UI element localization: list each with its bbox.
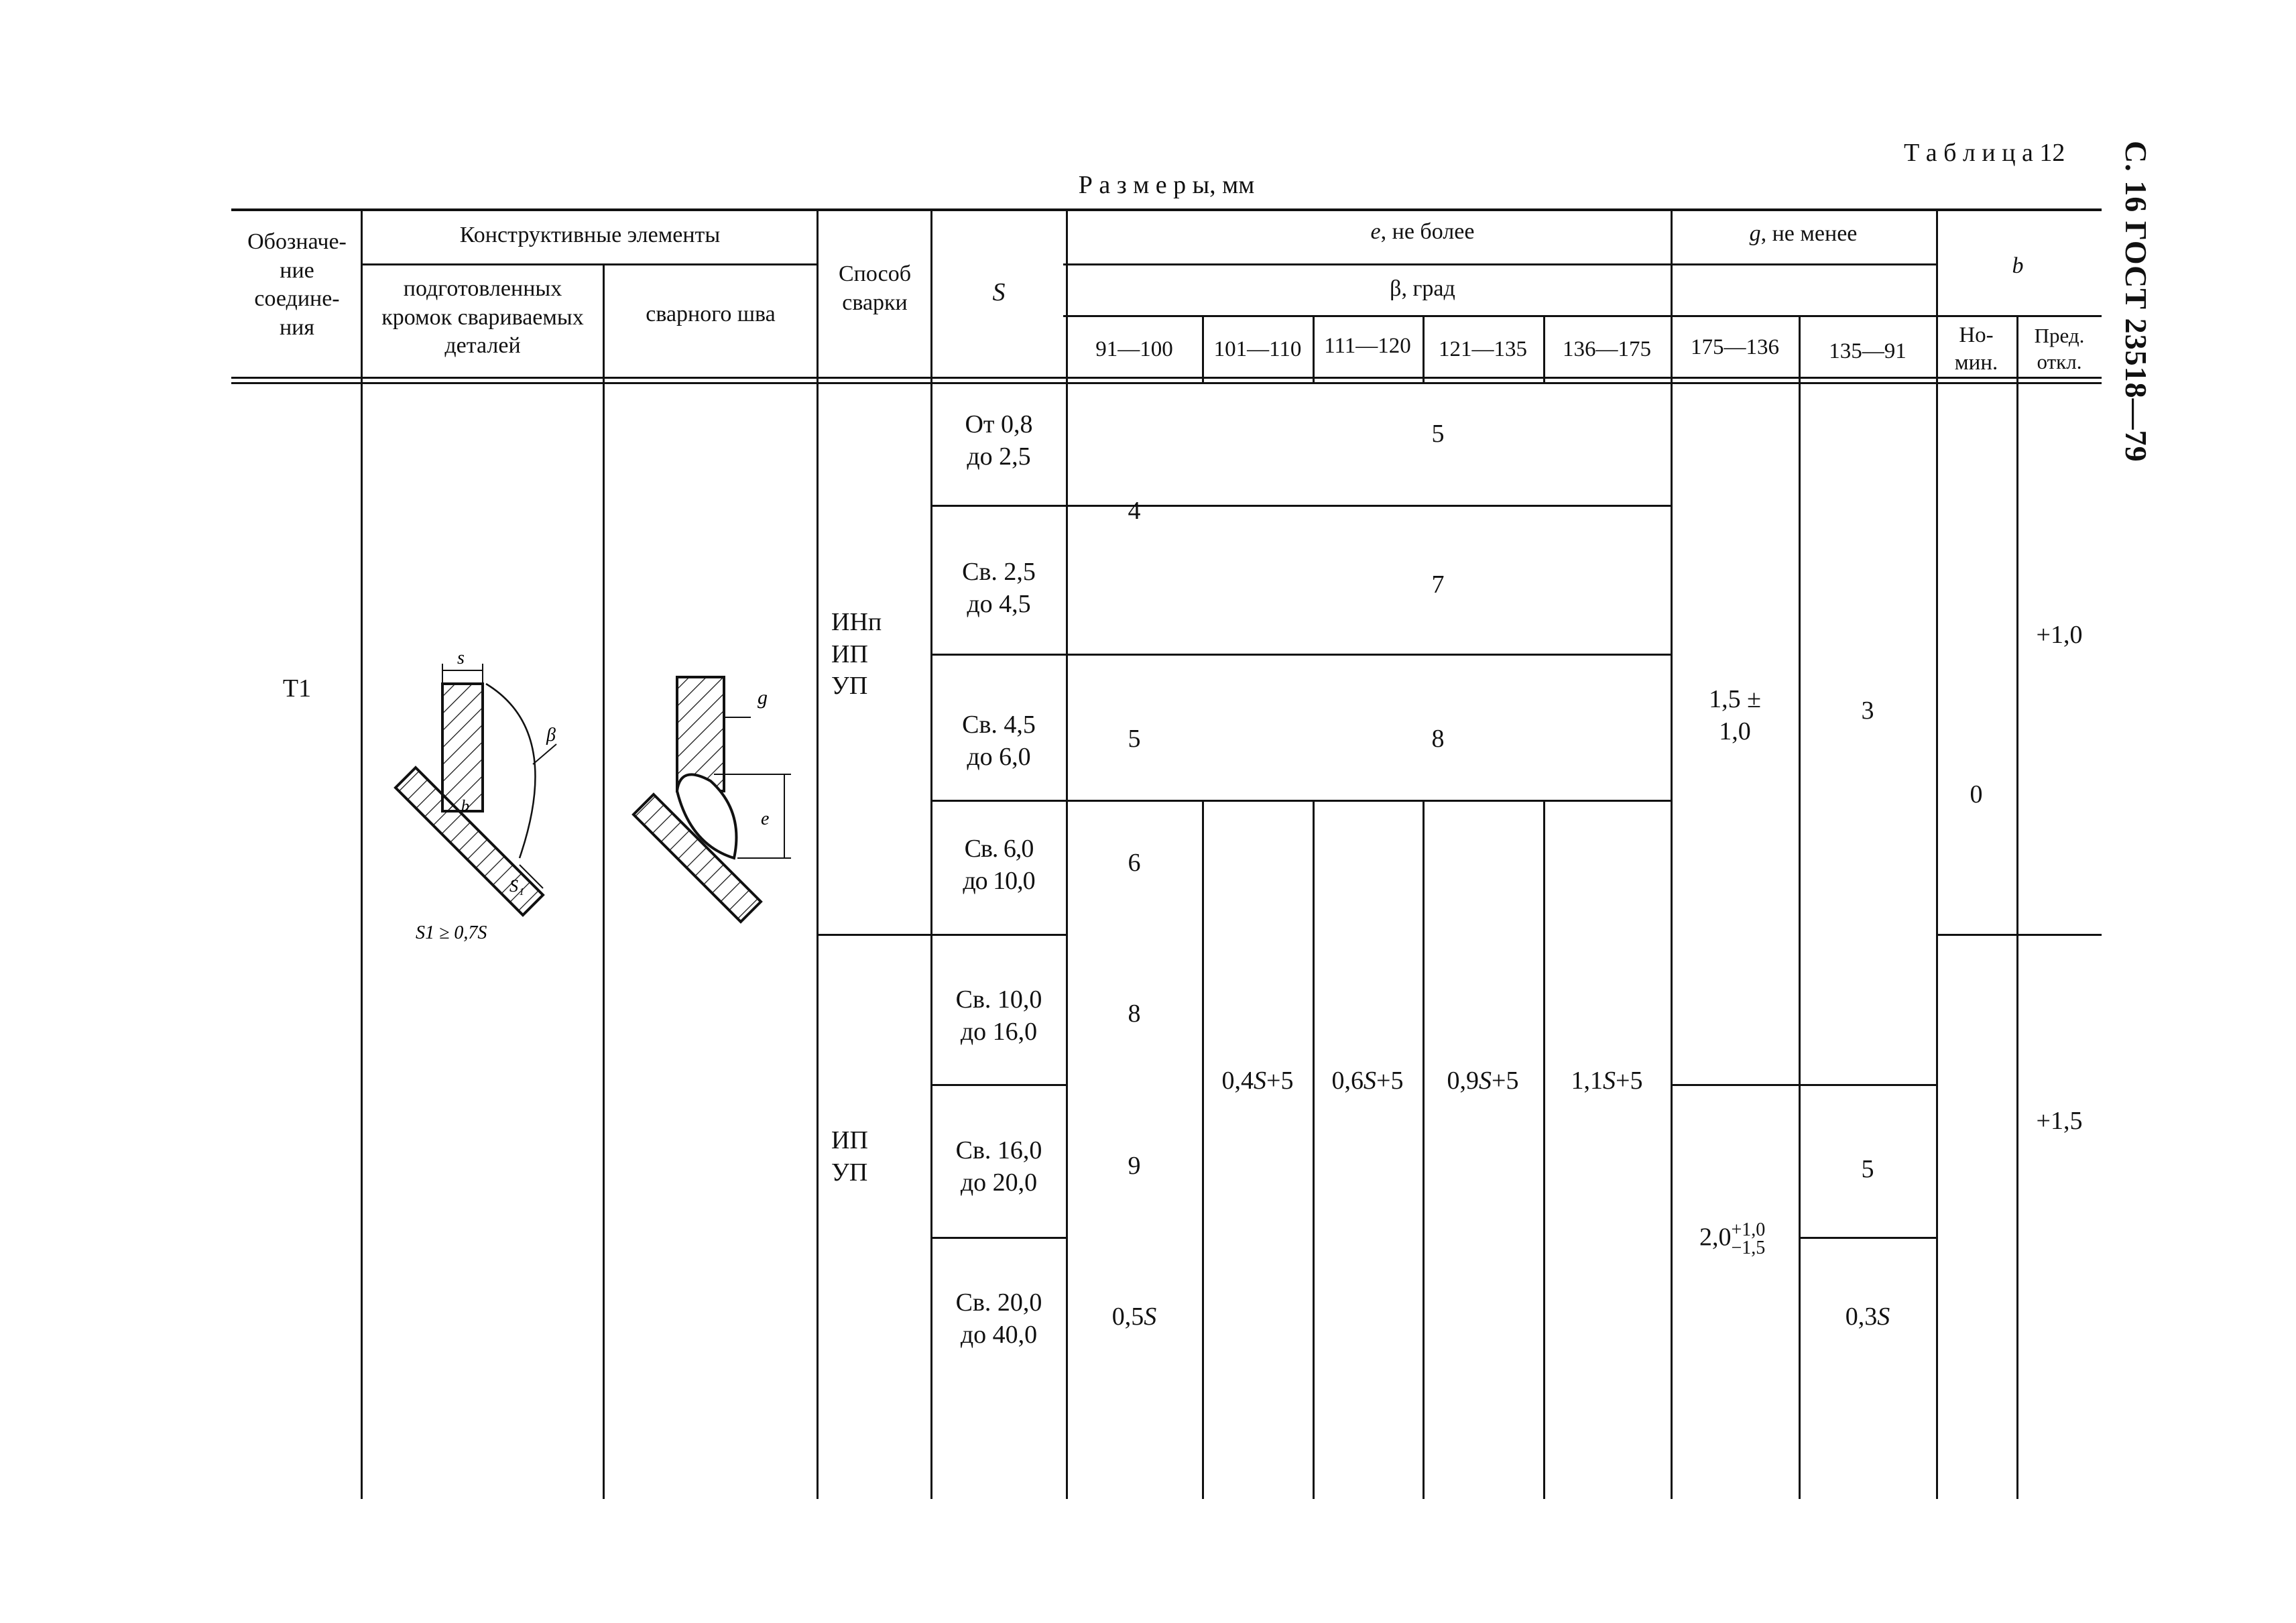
g-value-top: 1,5 ± 1,0 — [1709, 685, 1761, 745]
header-nominal: Но- мин. — [1954, 323, 1998, 375]
prepared-edges-sketch — [375, 644, 577, 952]
header-deviation: Пред. откл. — [2034, 324, 2085, 373]
method-group-2: ИП УП — [831, 1126, 868, 1187]
range-135-91: 135—91 — [1829, 339, 1907, 363]
s-range-1: От 0,8 до 2,5 — [965, 410, 1033, 471]
e-value-6: 0,5S — [1111, 1303, 1157, 1331]
header-designation: Обозначе- ние соедине- ния — [247, 229, 347, 340]
joint-designation: Т1 — [282, 674, 312, 703]
e-formula-1: 0,4S+5 — [1221, 1067, 1294, 1095]
range-91-100: 91—100 — [1095, 337, 1173, 361]
b-nominal: 0 — [1970, 780, 1983, 808]
g2-value-1: 3 — [1861, 697, 1874, 725]
header-e: e, не более — [1370, 219, 1475, 244]
page-side-reference: С. 16 ГОСТ 23518—79 — [2119, 141, 2153, 463]
header-prepared-edges: подготовленных кромок свариваемых деталей — [381, 276, 584, 358]
table-label: Т а б л и ц а 12 — [1904, 139, 2065, 167]
b-deviation-1: +1,0 — [2036, 621, 2083, 649]
range-136-175: 136—175 — [1563, 337, 1651, 361]
s-range-7: Св. 20,0 до 40,0 — [955, 1288, 1042, 1349]
b-deviation-2: +1,5 — [2036, 1107, 2083, 1135]
e-value-3: 6 — [1128, 849, 1141, 877]
sketch-note: S1 ≥ 0,7S — [416, 922, 487, 943]
e-formula-2: 0,6S+5 — [1331, 1067, 1404, 1095]
e-value-5: 9 — [1128, 1152, 1141, 1180]
range-101-110: 101—110 — [1213, 337, 1302, 361]
header-structural-elements: Конструктивные элементы — [459, 223, 721, 247]
e-value-4: 8 — [1128, 1000, 1141, 1028]
e-merged-2: 7 — [1431, 570, 1445, 599]
range-111-120: 111—120 — [1324, 334, 1411, 358]
g2-value-3: 0,3S — [1845, 1303, 1890, 1331]
dimensions-label: Р а з м е р ы, мм — [1078, 171, 1255, 199]
e-merged-3: 8 — [1431, 725, 1445, 753]
e-merged-1: 5 — [1431, 420, 1445, 448]
e-value-2: 5 — [1128, 725, 1141, 753]
svg-text:s: s — [457, 648, 465, 668]
method-group-1: ИНп ИП УП — [831, 608, 882, 700]
header-g: g, не менее — [1749, 221, 1858, 246]
g2-value-2: 5 — [1861, 1155, 1874, 1183]
s-range-2: Св. 2,5 до 4,5 — [962, 558, 1036, 618]
e-value-1: 4 — [1128, 497, 1141, 525]
range-121-135: 121—135 — [1439, 337, 1527, 361]
s-range-6: Св. 16,0 до 20,0 — [955, 1136, 1042, 1197]
s-range-4: Св. 6,0 до 10,0 — [963, 835, 1035, 895]
header-b: b — [2012, 253, 2024, 278]
svg-text:e: e — [761, 808, 770, 829]
e-formula-3: 0,9S+5 — [1447, 1067, 1519, 1095]
range-175-136: 175—136 — [1691, 335, 1779, 359]
s-range-5: Св. 10,0 до 16,0 — [955, 985, 1042, 1046]
s-range-3: Св. 4,5 до 6,0 — [962, 711, 1036, 771]
svg-text:b: b — [461, 798, 469, 815]
header-method: Способ сварки — [838, 261, 912, 315]
g-value-bottom: 2,0 +1,0 −1,5 — [1699, 1219, 1766, 1258]
svg-text:β: β — [546, 725, 556, 745]
svg-text:S₁: S₁ — [509, 876, 525, 896]
header-beta: β, град — [1390, 276, 1455, 301]
header-weld: сварного шва — [646, 302, 776, 326]
weld-sketch — [617, 664, 811, 932]
header-s: S — [992, 278, 1006, 306]
e-formula-4: 1,1S+5 — [1571, 1067, 1643, 1095]
svg-text:g: g — [758, 686, 768, 709]
